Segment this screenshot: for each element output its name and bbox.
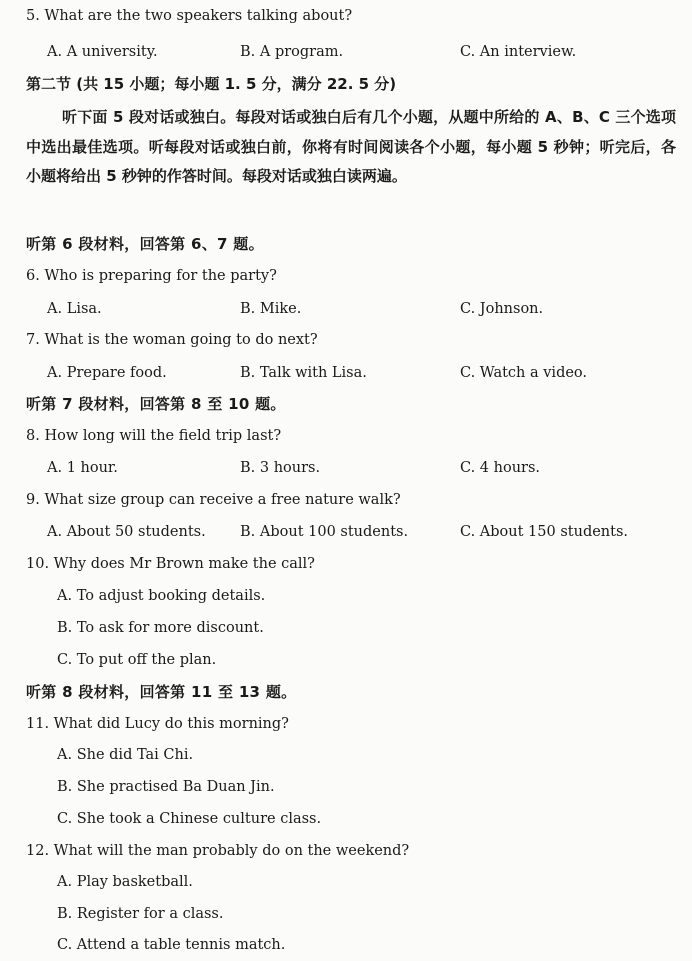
option-b: B. About 100 students. xyxy=(240,524,409,540)
question-9: 9. What size group can receive a free nature walk? xyxy=(26,492,401,508)
option-c: C. An interview. xyxy=(460,44,577,60)
question-6: 6. Who is preparing for the party? xyxy=(26,268,277,284)
section-2-title: 第二节 (共 15 小题；每小题 1. 5 分，满分 22. 5 分) xyxy=(26,75,397,93)
question-11-option-c: C. She took a Chinese culture class. xyxy=(57,811,322,827)
question-5-options xyxy=(47,42,687,62)
question-7: 7. What is the woman going to do next? xyxy=(26,332,318,348)
option-a: A. A university. xyxy=(47,44,158,60)
option-b: B. Talk with Lisa. xyxy=(240,365,367,381)
option-a: A. Prepare food. xyxy=(47,365,167,381)
question-11: 11. What did Lucy do this morning? xyxy=(26,716,289,732)
option-b: B. 3 hours. xyxy=(240,460,321,476)
question-12-option-a: A. Play basketball. xyxy=(57,874,193,890)
option-b: B. A program. xyxy=(240,44,344,60)
question-11-option-b: B. She practised Ba Duan Jin. xyxy=(57,779,275,795)
section-2-instructions: 听下面 5 段对话或独白。每段对话或独白后有几个小题，从题中所给的 A、B、C 三个选项中选出最佳选项。听每段对话或独白前，你将有时间阅读各个小题，每小题 5 秒钟；听完后，各小题将给出 5 秒钟的作答时间。每段对话或独白读两遍。 xyxy=(26,108,676,185)
question-12: 12. What will the man probably do on the weekend? xyxy=(26,843,410,859)
question-10-option-b: B. To ask for more discount. xyxy=(57,620,264,636)
question-10-option-c: C. To put off the plan. xyxy=(57,652,217,668)
material-6-heading: 听第 6 段材料，回答第 6、7 题。 xyxy=(26,235,264,253)
option-c: C. About 150 students. xyxy=(460,524,629,540)
question-12-option-b: B. Register for a class. xyxy=(57,906,224,922)
question-12-option-c: C. Attend a table tennis match. xyxy=(57,937,286,953)
material-7-heading: 听第 7 段材料，回答第 8 至 10 题。 xyxy=(26,395,286,413)
option-a: A. About 50 students. xyxy=(47,524,206,540)
option-c: C. Johnson. xyxy=(460,301,544,317)
question-10-option-a: A. To adjust booking details. xyxy=(57,588,266,604)
option-b: B. Mike. xyxy=(240,301,302,317)
option-a: A. Lisa. xyxy=(47,301,102,317)
option-a: A. 1 hour. xyxy=(47,460,118,476)
question-8: 8. How long will the field trip last? xyxy=(26,428,282,444)
question-11-option-a: A. She did Tai Chi. xyxy=(57,747,194,763)
option-c: C. Watch a video. xyxy=(460,365,588,381)
question-6-options xyxy=(47,299,687,319)
option-c: C. 4 hours. xyxy=(460,460,541,476)
question-7-options xyxy=(47,363,687,383)
question-9-options xyxy=(47,522,687,542)
question-10: 10. Why does Mr Brown make the call? xyxy=(26,556,315,572)
material-8-heading: 听第 8 段材料，回答第 11 至 13 题。 xyxy=(26,683,297,701)
question-5: 5. What are the two speakers talking about? xyxy=(26,8,353,24)
question-8-options xyxy=(47,458,687,478)
